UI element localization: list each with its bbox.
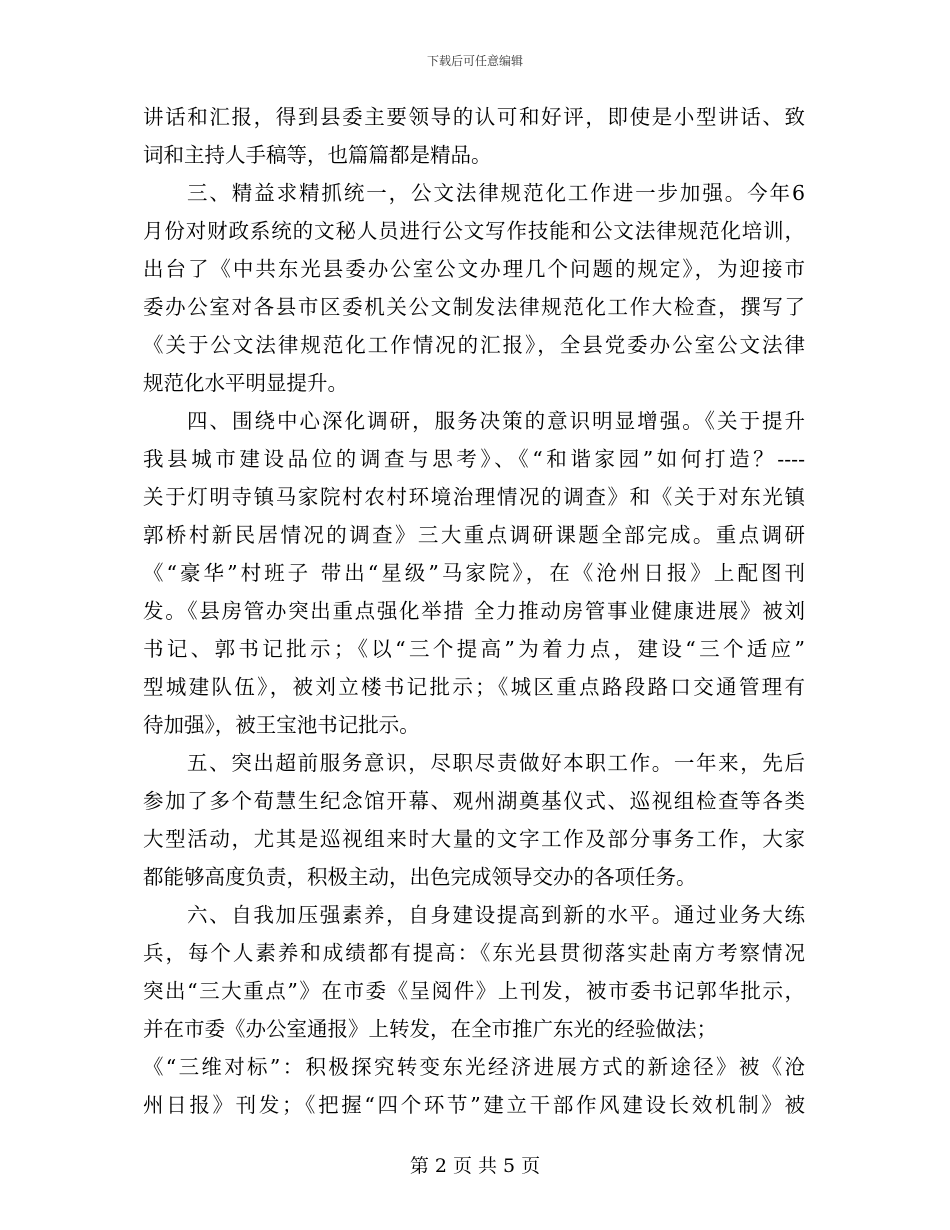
body-line: 《“三维对标”：积极探究转变东光经济进展方式的新途径》被《沧	[143, 1055, 805, 1079]
paragraph-6-heading-line: 六、自我加压强素养，自身建设提高到新的水平。通过业务大练	[187, 903, 805, 927]
body-line: 待加强》，被王宝池书记批示。	[143, 713, 420, 737]
page-number-footer: 第 2 页 共 5 页	[409, 1155, 541, 1177]
body-line: 《关于公文法律规范化工作情况的汇报》，全县党委办公室公文法律	[143, 333, 805, 357]
body-line: 书记、郭书记批示；《以“三个提高”为着力点，建设“三个适应”	[143, 637, 805, 661]
body-line: 都能够高度负责，积极主动，出色完成领导交办的各项任务。	[143, 865, 697, 889]
body-line: 词和主持人手稿等，也篇篇都是精品。	[143, 143, 492, 167]
paragraph-4-heading-line: 四、围绕中心深化调研，服务决策的意识明显增强。《关于提升	[187, 409, 805, 433]
body-line: 参加了多个荀慧生纪念馆开幕、观州湖奠基仪式、巡视组检查等各类	[143, 789, 805, 813]
body-line: 兵，每个人素养和成绩都有提高：《东光县贯彻落实赴南方考察情况	[143, 941, 805, 965]
body-line: 我县城市建设品位的调查与思考》、《“和谐家园”如何打造？----	[143, 447, 805, 471]
body-line: 大型活动，尤其是巡视组来时大量的文字工作及部分事务工作，大家	[143, 827, 805, 851]
body-line: 出台了《中共东光县委办公室公文办理几个问题的规定》，为迎接市	[143, 257, 805, 281]
page-header-note: 下载后可任意编辑	[426, 54, 523, 68]
body-line: 委办公室对各县市区委机关公文制发法律规范化工作大检查，撰写了	[143, 295, 805, 319]
body-line: 州日报》刊发；《把握“四个环节”建立干部作风建设长效机制》被	[143, 1093, 805, 1117]
body-line: 月份对财政系统的文秘人员进行公文写作技能和公文法律规范化培训，	[143, 219, 805, 243]
body-line: 郭桥村新民居情况的调查》三大重点调研课题全部完成。重点调研	[143, 523, 805, 547]
body-line: 突出“三大重点”》在市委《呈阅件》上刊发，被市委书记郭华批示，	[143, 979, 805, 1003]
body-line: 关于灯明寺镇马家院村农村环境治理情况的调查》和《关于对东光镇	[143, 485, 805, 509]
body-line: 《“豪华”村班子 带出“星级”马家院》，在《沧州日报》上配图刊	[143, 561, 805, 585]
body-line: 并在市委《办公室通报》上转发，在全市推广东光的经验做法；	[143, 1017, 717, 1041]
body-line: 规范化水平明显提升。	[143, 371, 348, 395]
paragraph-3-heading-line: 三、精益求精抓统一，公文法律规范化工作进一步加强。今年6	[187, 181, 805, 205]
body-line: 讲话和汇报，得到县委主要领导的认可和好评，即使是小型讲话、致	[143, 105, 805, 129]
body-line: 型城建队伍》，被刘立楼书记批示；《城区重点路段路口交通管理有	[143, 675, 805, 699]
document-body	[143, 98, 805, 1124]
body-line: 发。《县房管办突出重点强化举措 全力推动房管事业健康进展》被刘	[143, 599, 805, 623]
paragraph-5-heading-line: 五、突出超前服务意识，尽职尽责做好本职工作。一年来，先后	[187, 751, 805, 775]
